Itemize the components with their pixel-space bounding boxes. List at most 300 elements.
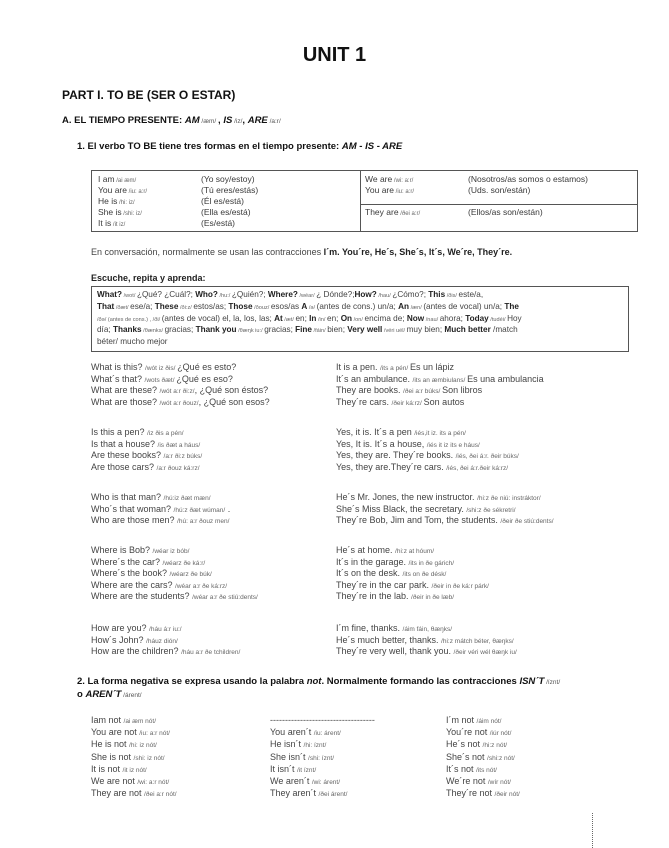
phonetic: /a:r ðouz ká:rz/ [156, 464, 200, 472]
text-line [336, 397, 544, 409]
phonetic: /fáin/ [312, 328, 328, 335]
phonetic: /wéar iz bób/ [152, 548, 190, 555]
text: Son libros [442, 385, 483, 396]
arent-phonetic: /árent/ [121, 692, 142, 699]
item-2-line-2 [77, 689, 637, 702]
text: Yes, they are. They´re books. [336, 450, 456, 461]
translation: (Él es/está) [201, 196, 244, 206]
bold-term: Now [406, 313, 425, 323]
text-line [91, 591, 258, 603]
question-group [91, 492, 230, 527]
text-line [336, 427, 519, 439]
text-line [270, 775, 375, 787]
phonetic: /ðei a:r nót/ [144, 791, 177, 799]
text: What is this? [91, 362, 146, 372]
phonetic: /iu: a:r/ [394, 189, 415, 195]
text-line [91, 504, 230, 516]
text-line [270, 738, 375, 750]
bold-term: Who? [195, 290, 218, 299]
phonetic: /hi:z nót/ [482, 742, 508, 750]
text: They´re in the lab. [336, 591, 412, 602]
text: en; [327, 313, 341, 323]
text: He´s much better, thanks. [336, 634, 442, 645]
text-line [336, 439, 519, 451]
negatives-col-short [270, 714, 375, 799]
table-row [98, 207, 258, 218]
text-line [91, 751, 177, 763]
text-line [91, 726, 177, 738]
phonetic: /wi: a:r nót/ [137, 778, 170, 786]
text-line [97, 325, 623, 337]
phonetic: /æt/ [282, 316, 296, 323]
text: She is not [91, 751, 134, 762]
text-line [91, 623, 240, 635]
text: Hoy [507, 313, 522, 323]
escuche-heading: Escuche, repita y aprenda: [91, 273, 206, 283]
text-line [270, 714, 375, 726]
text: It is a pen. [336, 362, 381, 372]
phonetic: /wi: a:r/ [392, 178, 414, 184]
phonetic: /æn/ [409, 304, 424, 311]
text: encima de; [364, 313, 407, 323]
text: béter/ mucho mejor [97, 337, 168, 347]
text-line [91, 775, 177, 787]
text-line [336, 623, 517, 635]
text-line [270, 787, 375, 799]
phonetic: /its a pén/ [380, 365, 411, 372]
text-line [336, 504, 554, 516]
bold-term: At [274, 313, 283, 323]
section-a-prefix: A. EL TIEMPO PRESENTE: [62, 115, 185, 126]
phonetic: /véri uél/ [382, 328, 407, 335]
phonetic: /wéarz ðe búk/ [169, 571, 212, 579]
phonetic: /wír nót/ [487, 778, 511, 786]
phonetic: /shi:z nót/ [487, 754, 515, 762]
text: gracias; [264, 325, 296, 335]
phonetic: /hi: íznt/ [303, 742, 327, 750]
phonetic: /iés, ðei á:r.ðeir ká:rz/ [446, 464, 508, 472]
text: How are you? [91, 623, 150, 633]
text-line [91, 385, 270, 397]
text: muy bien; [406, 325, 445, 335]
isnt-word: ISN´T [519, 676, 545, 687]
bold-term: The [504, 301, 519, 311]
table-row [365, 207, 588, 218]
pronoun-text: It is [98, 218, 112, 228]
item-2-or: o [77, 689, 86, 700]
text: He´s at home. [336, 545, 396, 555]
text: You´re not [446, 727, 490, 738]
phonetic: /ðeir nót/ [494, 791, 520, 799]
text: Are these books? [91, 450, 164, 461]
text-line [336, 385, 544, 397]
text: ¿Cómo?; [392, 290, 429, 299]
text: It isn´t [270, 763, 298, 774]
phonetic: /ðeir ðe stiú:dents/ [500, 518, 554, 526]
question-group [91, 623, 240, 658]
text-line [336, 545, 489, 557]
text: /match [490, 325, 518, 335]
text: They are books. [336, 385, 404, 396]
text: Yes, It is. It´s a house, [336, 438, 427, 449]
phonetic: /iés it iz its e háus/ [426, 441, 480, 449]
text: They´re Bob, Jim and Tom, the students. [336, 515, 501, 526]
text: gracias; [164, 325, 196, 335]
answer-group [336, 427, 519, 473]
is-label: IS [223, 115, 233, 126]
item-2-heading [77, 676, 637, 702]
text: ¿Qué es esto? [177, 362, 237, 372]
bold-term: Thanks [112, 325, 142, 335]
phonetic: /hú: a:r ðouz men/ [177, 518, 230, 526]
item-1-forms: AM - IS - ARE [341, 141, 403, 152]
phonetic: /its on ðe désk/ [402, 571, 447, 579]
text-line [336, 591, 489, 603]
phonetic: /wéar a:r ðe stiú:dents/ [192, 594, 258, 602]
text: He´s Mr. Jones, the new instructor. [336, 492, 478, 502]
text: They´re not [446, 788, 495, 799]
text-line [270, 763, 375, 775]
phonetic: /iu: a:r/ [127, 189, 148, 195]
text: Are those cars? [91, 461, 157, 472]
text: Es un lápiz [410, 362, 455, 372]
text-line [97, 290, 623, 302]
pronoun-form [365, 207, 468, 220]
pronoun-text: He is [98, 196, 118, 206]
text: They´re cars. [336, 396, 392, 407]
bold-term: Fine [295, 325, 312, 335]
text: , ¿Qué son éstos? [194, 385, 269, 396]
translation: (Es/está) [201, 218, 236, 228]
text: He isn´t [270, 739, 304, 750]
table-divider [360, 171, 361, 231]
pronoun-text: She is [98, 207, 122, 217]
phonetic: /shi:z ðe sékretri/ [466, 506, 516, 514]
phonetic: /ði:z/ [178, 304, 194, 311]
bold-term: Those [228, 301, 253, 311]
text-line [91, 738, 177, 750]
phonetic: /it íznt/ [297, 766, 317, 774]
text-line [270, 751, 375, 763]
phonetic: /in/ [316, 316, 328, 323]
text-line [446, 726, 520, 738]
question-group [91, 427, 202, 473]
text: It´s an ambulance. [336, 373, 413, 384]
text: bien; [327, 325, 348, 335]
am-label: AM [184, 115, 200, 126]
phonetic: /hú:z ðæt wúman/ [173, 506, 226, 514]
phonetic: /wi: árent/ [311, 778, 341, 786]
text: It´s in the garage. [336, 556, 409, 567]
phonetic: /ðeir in ðe læb/ [411, 594, 455, 602]
phonetic: /hau/ [376, 293, 393, 299]
text: Where is Bob? [91, 545, 153, 555]
phonetic: /háuz dión/ [146, 637, 178, 645]
translation: (Yo soy/estoy) [201, 174, 255, 184]
text-line [336, 515, 554, 527]
item-2-text: 2. La forma negativa se expresa usando la palabra [77, 676, 307, 687]
text: I´m fine, thanks. [336, 623, 403, 633]
phonetic: /hú:iz ðæt mæn/ [163, 495, 211, 502]
text: Where´s the book? [91, 568, 170, 579]
text: We are not [91, 775, 138, 786]
item-2-line-1 [77, 676, 637, 689]
phonetic: /hi:z mátch béter, θæŋks/ [441, 637, 514, 645]
text: (antes de vocal) un/a; [423, 301, 505, 311]
text-line [336, 492, 554, 504]
pronoun-form [98, 218, 201, 231]
text-line [270, 726, 375, 738]
phonetic: /shi: iz/ [121, 211, 142, 217]
phonetic: /hu:/ [217, 293, 232, 299]
phonetic: /ai æm nót/ [123, 718, 157, 725]
am-phonetic: /æm/ [199, 118, 219, 125]
text-line [336, 580, 489, 592]
are-label: ARE [247, 115, 268, 126]
contractions-list: I´m. You´re, He´s, She´s, It´s, We´re, They´re. [323, 247, 513, 257]
text: They´re in the car park. [336, 579, 432, 590]
item-1-text: 1. El verbo TO BE tiene tres formas en el tiempo presente: [77, 141, 342, 152]
text: ----------------------------------- [270, 715, 375, 725]
table-row [365, 174, 588, 185]
phonetic: /wéar a:r ðe ká:rz/ [175, 582, 228, 590]
text-line [446, 714, 520, 726]
text: It´s on the desk. [336, 568, 403, 579]
text: ¿Qué? ¿Cuál?; [136, 290, 196, 299]
not-word: not [306, 676, 322, 687]
text: Where´s the car? [91, 556, 163, 567]
text: They aren´t [270, 788, 319, 799]
text: , ¿Qué son esos? [198, 396, 270, 407]
text-line [91, 450, 202, 462]
are-phonetic: /a:r/ [267, 118, 281, 125]
text: Is this a pen? [91, 427, 148, 437]
to-be-forms-table [91, 170, 638, 232]
phonetic: /iu: a:r nót/ [139, 730, 170, 738]
phonetic: /tudéi/ [488, 316, 508, 323]
text-line [91, 787, 177, 799]
text: esos/as [270, 301, 302, 311]
text: ese/a; [130, 301, 155, 311]
text: (antes de vocal) el, la, los, las; [161, 313, 275, 323]
text: ahora; [439, 313, 466, 323]
text-line [91, 362, 270, 374]
question-group [91, 362, 270, 408]
text-line [336, 568, 489, 580]
pronoun-text: They are [365, 207, 399, 217]
phonetic: /on/ [352, 316, 365, 323]
phonetic: /it iz nót/ [122, 766, 147, 774]
phonetic: /iés, ðei á:r. ðeir búks/ [455, 453, 519, 461]
item-2-text-b: . Normalmente formando las contracciones [321, 676, 520, 687]
bold-term: On [340, 313, 353, 323]
phonetic: /a:r ði:z búks/ [163, 453, 203, 461]
text: en; [295, 313, 310, 323]
text: Yes, it is. It´s a pen [336, 427, 415, 437]
contractions-note [91, 247, 512, 257]
text-line [336, 635, 517, 647]
arent-word: AREN´T [85, 689, 122, 700]
text-line [91, 492, 230, 504]
text: Es una ambulancia [467, 373, 544, 384]
text: He´s not [446, 739, 483, 750]
phonetic: /iz ðis a pén/ [147, 430, 184, 437]
phonetic: /θæŋk iu:/ [236, 328, 265, 335]
text-line [91, 646, 240, 658]
phonetic: /shi: iz nót/ [133, 754, 165, 762]
text: Yes, they are.They´re cars. [336, 461, 447, 472]
phonetic: /iu: árent/ [313, 730, 341, 738]
bold-term: Very well [347, 325, 383, 335]
phonetic: /wót a:r ði:z/ [159, 388, 195, 396]
question-group [91, 545, 258, 603]
text-line [91, 515, 230, 527]
text: We´re not [446, 775, 488, 786]
phonetic: /ðis/ [445, 293, 459, 299]
phonetic: /ðeir ká:rz/ [391, 399, 424, 407]
table-row [365, 185, 588, 196]
text: What are those? [91, 396, 160, 407]
phonetic: /its in ðe gárich/ [408, 559, 455, 567]
phonetic: /ðei árent/ [318, 791, 348, 799]
text-line [91, 635, 240, 647]
text: How´s John? [91, 634, 147, 645]
bold-term: A [301, 301, 308, 311]
phonetic: /ə/ [307, 304, 317, 311]
bold-term: Today [465, 313, 489, 323]
vocabulary-box [91, 286, 629, 352]
answer-group [336, 623, 517, 658]
text: We aren´t [270, 775, 312, 786]
table-row [98, 218, 258, 229]
text-line [446, 738, 520, 750]
translation: (Tú eres/estás) [201, 185, 259, 195]
phonetic: /iúr nót/ [489, 730, 512, 738]
comma: , [218, 115, 224, 126]
phonetic: /wot/ [122, 293, 137, 299]
text-line [336, 362, 544, 374]
text: Who is that man? [91, 492, 164, 502]
text-line [91, 714, 177, 726]
phonetic: /is ðæt a háus/ [157, 441, 201, 449]
item-1-heading [77, 141, 402, 152]
phonetic: /ai æm/ [114, 178, 137, 184]
text: Who´s that woman? [91, 503, 174, 514]
bold-term: This [428, 290, 446, 299]
phonetic: /it iz/ [111, 222, 126, 228]
text: ¿Qué es eso? [176, 373, 233, 384]
bold-term: Where? [267, 290, 298, 299]
text-line [91, 763, 177, 775]
text: It´s not [446, 763, 477, 774]
text-line [91, 462, 202, 474]
is-phonetic: /iz/ [232, 118, 243, 125]
text-line [91, 439, 202, 451]
text-line [336, 646, 517, 658]
bold-term: Much better [444, 325, 491, 335]
phonetic: /nau/ [424, 316, 440, 323]
part-title: PART I. TO BE (SER O ESTAR) [62, 88, 236, 102]
phonetic: /its an æmbiulans/ [412, 376, 468, 384]
pronoun-text: I am [98, 174, 115, 184]
text-line [91, 568, 258, 580]
text: How are the children? [91, 646, 182, 657]
text: I´m not [446, 715, 477, 725]
page-edge-marker [592, 813, 593, 848]
phonetic: /wót iz ðis/ [145, 365, 178, 372]
translation: (Nosotros/as somos o estamos) [468, 174, 588, 184]
contractions-text: En conversación, normalmente se usan las contracciones [91, 247, 324, 257]
text-line [97, 302, 623, 314]
text-line [446, 763, 520, 775]
phonetic: /hi: iz nót/ [129, 742, 157, 750]
text-line [336, 450, 519, 462]
phonetic: /ðouz/ [252, 304, 271, 311]
phonetic: /ðeir véri wél θæŋk iu/ [453, 649, 517, 657]
bold-term: In [309, 313, 317, 323]
text: She´s not [446, 751, 488, 762]
bold-term: That [97, 301, 115, 311]
text: You are not [91, 727, 140, 738]
text: They´re very well, thank you. [336, 646, 454, 657]
answer-group [336, 545, 489, 603]
text: She isn´t [270, 751, 309, 762]
phonetic: /háu a:r ðe tchildren/ [181, 649, 241, 657]
text: What´s that? [91, 373, 145, 384]
pronoun-text: You are [98, 185, 127, 195]
text-line [336, 557, 489, 569]
phonetic: /hi: iz/ [117, 200, 135, 206]
phonetic: /wót a:r ðouz/ [159, 399, 199, 407]
bold-term: How? [354, 290, 377, 299]
phonetic: /ðei a:r/ [398, 211, 421, 217]
text-line [336, 374, 544, 386]
answer-group [336, 492, 554, 527]
bold-term: Thank you [195, 325, 237, 335]
text-line [97, 337, 623, 348]
phonetic: /ðə/ (antes de cons.) , /ði/ [97, 316, 162, 323]
text: este/a, [458, 290, 484, 299]
text: Where are the cars? [91, 579, 176, 590]
table-right-divider [360, 204, 637, 205]
pronoun-text: We are [365, 174, 393, 184]
phonetic: /hi:z at hóum/ [395, 548, 435, 555]
text: Iam not [91, 715, 124, 725]
bold-term: What? [97, 290, 123, 299]
unit-title: UNIT 1 [302, 44, 367, 66]
text: ¿ Dónde?; [316, 290, 355, 299]
text: ¿Quién?; [231, 290, 268, 299]
phonetic: /ðæt/ [114, 304, 131, 311]
phonetic: /shi: íznt/ [308, 754, 335, 762]
phonetic: /hi:z ðe niú: instráktor/ [477, 495, 541, 502]
text-line [336, 462, 519, 474]
text-line [91, 374, 270, 386]
phonetic: /θænks/ [141, 328, 165, 335]
phonetic: /wéar/ [297, 293, 317, 299]
text-line [91, 397, 270, 409]
text-line [446, 751, 520, 763]
text: . [225, 503, 231, 514]
translation: (Ellos/as son/están) [468, 207, 543, 217]
text-line [91, 427, 202, 439]
text-line [97, 314, 623, 326]
phonetic: /ðei a:r búks/ [403, 388, 443, 396]
phonetic: /áim fáin, θæŋks/ [402, 626, 453, 633]
text: What are these? [91, 385, 160, 396]
translation: (Ella es/está) [201, 207, 251, 217]
phonetic: /áim nót/ [476, 718, 502, 725]
